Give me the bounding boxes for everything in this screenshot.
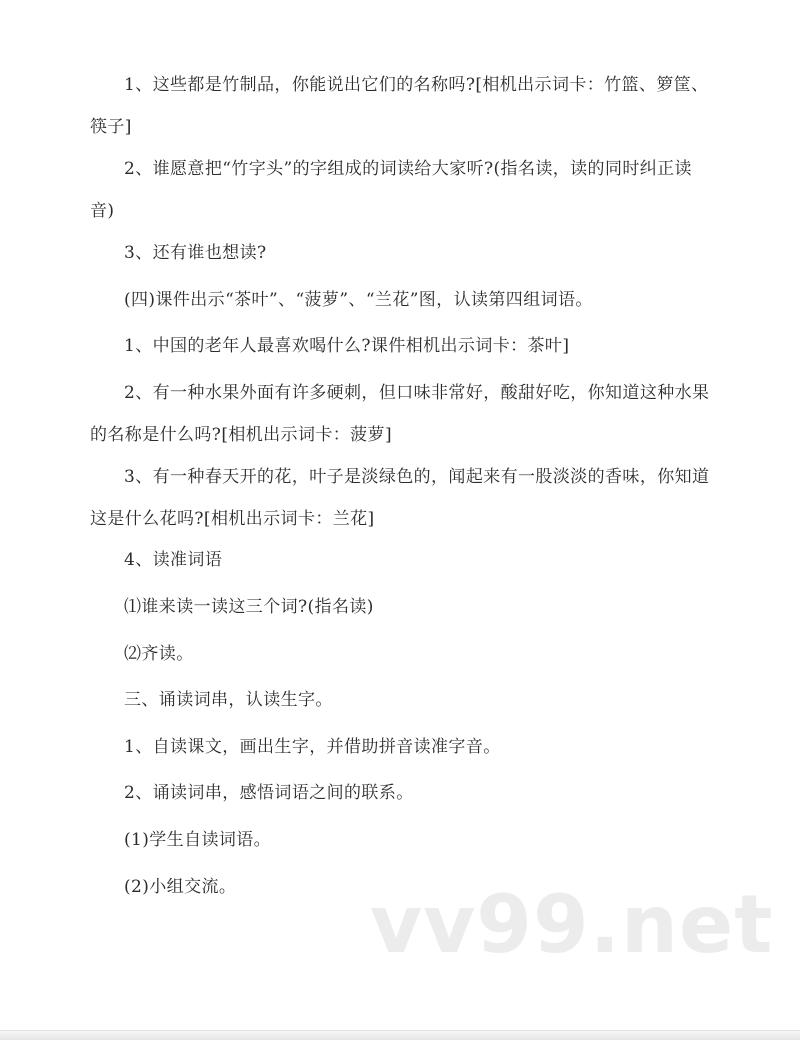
paragraph xyxy=(90,539,715,581)
paragraph xyxy=(90,372,715,456)
paragraph xyxy=(90,456,715,540)
paragraph-text: 3、有一种春天开的花，叶子是淡绿色的，闻起来有一股淡淡的香味，你知道这是什么花吗?[相机出示词卡：兰花] xyxy=(90,467,710,529)
paragraph xyxy=(90,232,715,274)
paragraph xyxy=(90,633,715,675)
paragraph-text: ⑴谁来读一读这三个词?(指名读) xyxy=(124,597,374,617)
watermark: vv99.net xyxy=(370,878,774,971)
paragraph xyxy=(90,64,715,148)
paragraph-text: 1、这些都是竹制品，你能说出它们的名称吗?[相机出示词卡：竹篮、箩筐、筷子] xyxy=(90,75,709,137)
paragraph-text: (1)学生自读词语。 xyxy=(124,830,272,850)
paragraph xyxy=(90,325,715,367)
paragraph-text: 3、还有谁也想读? xyxy=(124,243,267,263)
paragraph xyxy=(90,772,715,814)
paragraph xyxy=(90,679,715,721)
paragraph-text: (四)课件出示“茶叶”、“菠萝”、“兰花”图，认读第四组词语。 xyxy=(124,290,593,310)
paragraph-text: 2、谁愿意把“竹字头”的字组成的词读给大家听?(指名读，读的同时纠正读音) xyxy=(90,159,692,221)
paragraph xyxy=(90,279,715,321)
paragraph-text: 1、自读课文，画出生字，并借助拼音读准字音。 xyxy=(124,737,501,757)
paragraph-text: 2、诵读词串，感悟词语之间的联系。 xyxy=(124,783,414,803)
paragraph xyxy=(90,726,715,768)
paragraph-text: 2、有一种水果外面有许多硬刺，但口味非常好，酸甜好吃，你知道这种水果的名称是什么吗?[相机出示词卡：菠萝] xyxy=(90,383,710,445)
paragraph xyxy=(90,586,715,628)
paragraph-text: 三、诵读词串，认读生字。 xyxy=(124,690,333,710)
paragraph-text: 1、中国的老年人最喜欢喝什么?课件相机出示词卡：茶叶] xyxy=(124,336,570,356)
paragraph-text: ⑵齐读。 xyxy=(124,644,194,664)
paragraph-text: (2)小组交流。 xyxy=(124,877,237,897)
paragraph-text: 4、读准词语 xyxy=(124,550,223,570)
paragraph xyxy=(90,148,715,232)
paragraph xyxy=(90,819,715,861)
